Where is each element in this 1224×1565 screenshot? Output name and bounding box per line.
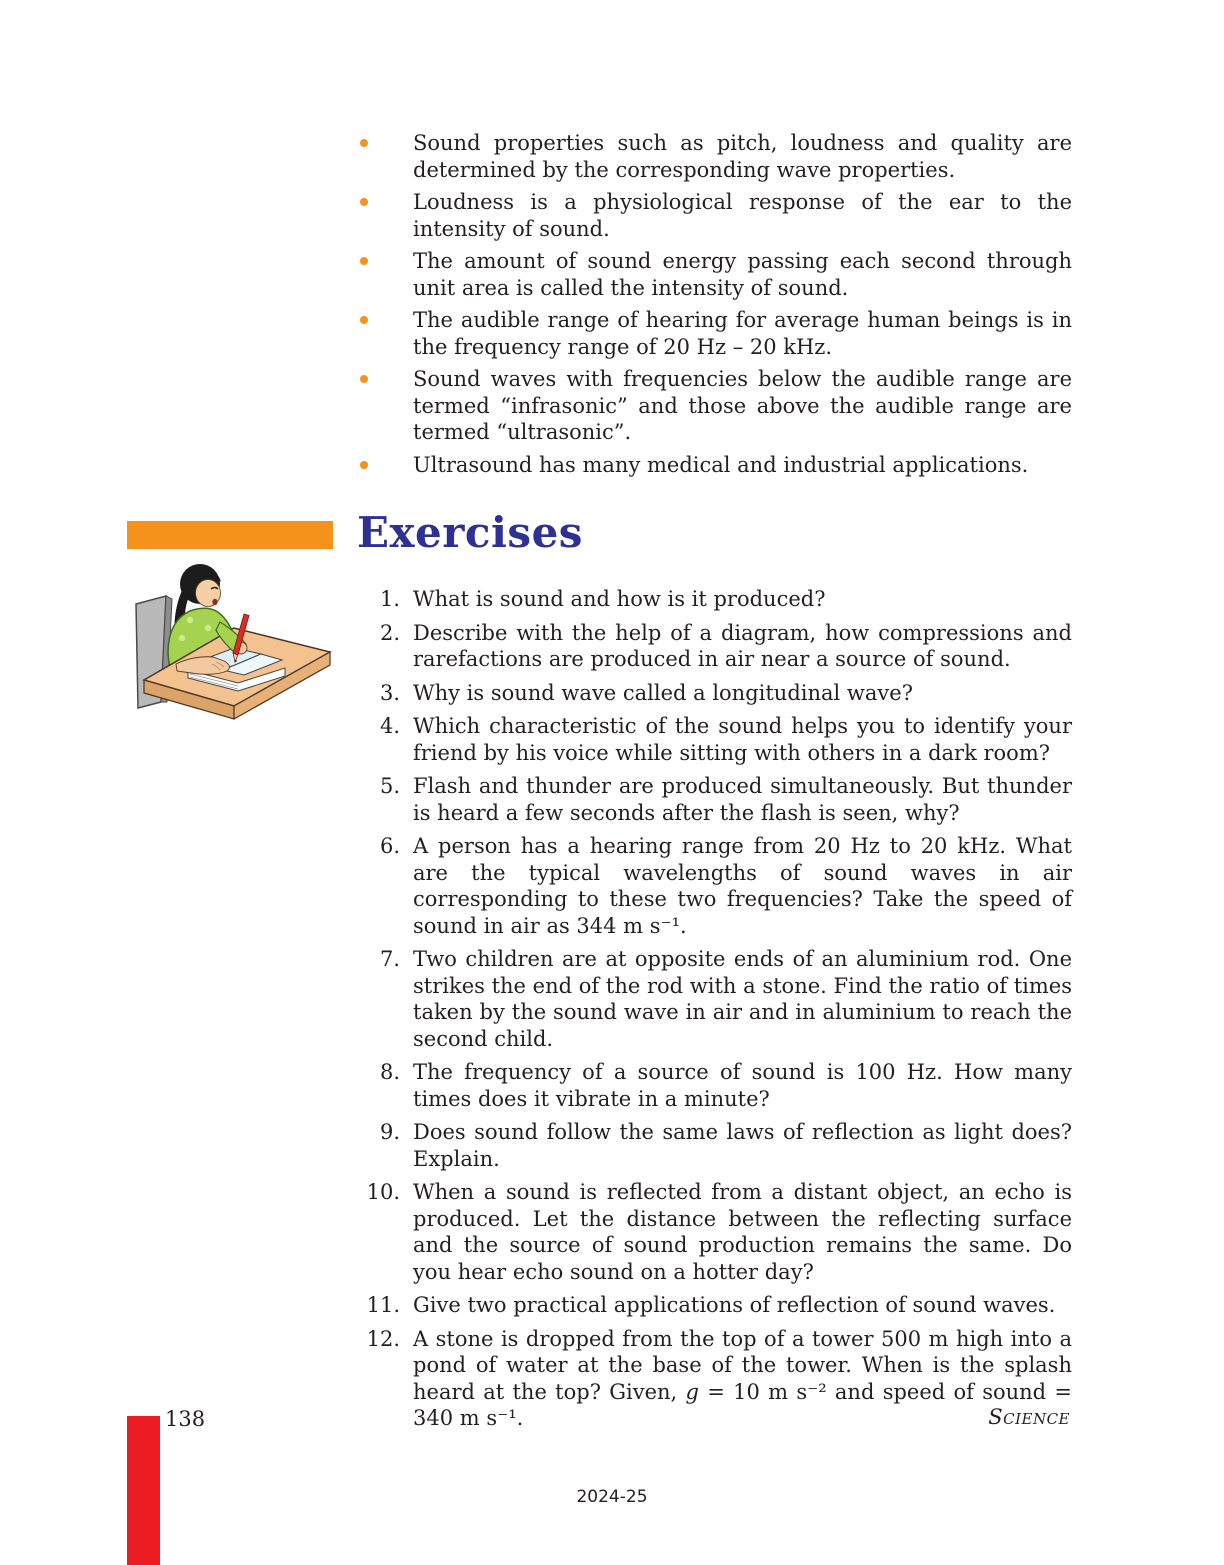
question-text: Flash and thunder are produced simultaneously. But thunder is heard a few seconds after the flash is seen, why? bbox=[413, 774, 1072, 825]
chapter-summary-bullet-list bbox=[358, 130, 1072, 484]
exercise-question bbox=[357, 620, 1072, 673]
question-number: 8. bbox=[379, 1060, 400, 1084]
question-number: 10. bbox=[366, 1180, 400, 1204]
exercise-question bbox=[357, 946, 1072, 1052]
question-text: When a sound is reflected from a distant object, an echo is produced. Let the distance between the reflecting surface and the source of sound production remains the same. Do you hear echo sound on a hotter day? bbox=[413, 1180, 1072, 1284]
question-text: A person has a hearing range from 20 Hz to 20 kHz. What are the typical wavelengths of sound waves in air corresponding to these two frequencies? Take the speed of sound in air as 344 m s⁻¹. bbox=[413, 834, 1072, 938]
page-number: 138 bbox=[165, 1407, 206, 1431]
question-number: 6. bbox=[379, 834, 400, 858]
question-text: Which characteristic of the sound helps you to identify your friend by his voice while sitting with others in a dark room? bbox=[413, 714, 1072, 765]
exercise-question bbox=[357, 1119, 1072, 1172]
summary-bullet-item: The audible range of hearing for average human beings is in the frequency range of 20 Hz – 20 kHz. bbox=[358, 307, 1072, 360]
summary-bullet-item: The amount of sound energy passing each second through unit area is called the intensity of sound. bbox=[358, 248, 1072, 301]
running-title-initial: S bbox=[988, 1405, 1004, 1429]
exercise-question bbox=[357, 1059, 1072, 1112]
question-text: A stone is dropped from the top of a tower 500 m high into a pond of water at the base of the tower. When is the splash heard at the top? Given, g = 10 m s⁻² and speed of sound = 340 m s⁻¹. bbox=[413, 1326, 1072, 1430]
exercise-question bbox=[357, 833, 1072, 939]
exercise-question bbox=[357, 1179, 1072, 1285]
exercise-question bbox=[357, 1326, 1072, 1432]
summary-bullet-item: Sound waves with frequencies below the audible range are termed “infrasonic” and those above the audible range are termed “ultrasonic”. bbox=[358, 366, 1072, 446]
question-number: 11. bbox=[366, 1293, 400, 1317]
exercise-question bbox=[357, 773, 1072, 826]
summary-bullet-item: Loudness is a physiological response of the ear to the intensity of sound. bbox=[358, 189, 1072, 242]
summary-bullet-item: Sound properties such as pitch, loudness and quality are determined by the corresponding wave properties. bbox=[358, 130, 1072, 183]
question-number: 4. bbox=[379, 714, 400, 738]
running-title-science bbox=[988, 1405, 1070, 1429]
question-text: Two children are at opposite ends of an aluminium rod. One strikes the end of the rod with a stone. Find the ratio of times taken by the sound wave in air and in aluminium to reach the second child. bbox=[413, 947, 1072, 1051]
question-number: 7. bbox=[379, 947, 400, 971]
question-text: Describe with the help of a diagram, how compressions and rarefactions are produced in air near a source of sound. bbox=[413, 620, 1072, 671]
page-edge-red-bar bbox=[127, 1416, 160, 1565]
exercise-question bbox=[357, 680, 1072, 707]
question-number: 5. bbox=[379, 774, 400, 798]
girl-writing-at-desk-drawing bbox=[120, 552, 334, 752]
edition-year: 2024-25 bbox=[576, 1487, 648, 1507]
question-text: Does sound follow the same laws of reflection as light does? Explain. bbox=[413, 1120, 1072, 1171]
section-header-bar bbox=[127, 521, 333, 549]
question-number: 1. bbox=[379, 587, 400, 611]
girl-writing-at-desk-illustration bbox=[120, 552, 334, 752]
question-text: Give two practical applications of reflection of sound waves. bbox=[413, 1293, 1056, 1317]
summary-bullet-item: Ultrasound has many medical and industrial applications. bbox=[358, 452, 1072, 479]
question-text: What is sound and how is it produced? bbox=[413, 587, 826, 611]
exercise-question bbox=[357, 1292, 1072, 1319]
exercise-question bbox=[357, 713, 1072, 766]
running-title-rest: CIENCE bbox=[1003, 1410, 1070, 1428]
exercise-question-list bbox=[357, 586, 1072, 1439]
question-text: The frequency of a source of sound is 100 Hz. How many times does it vibrate in a minute? bbox=[413, 1060, 1072, 1111]
exercise-question bbox=[357, 586, 1072, 613]
question-text: Why is sound wave called a longitudinal wave? bbox=[413, 680, 913, 705]
question-number: 12. bbox=[366, 1326, 400, 1351]
exercises-section-title: Exercises bbox=[357, 508, 583, 557]
question-number: 3. bbox=[379, 680, 400, 705]
question-number: 9. bbox=[379, 1120, 400, 1144]
question-number: 2. bbox=[379, 620, 400, 645]
